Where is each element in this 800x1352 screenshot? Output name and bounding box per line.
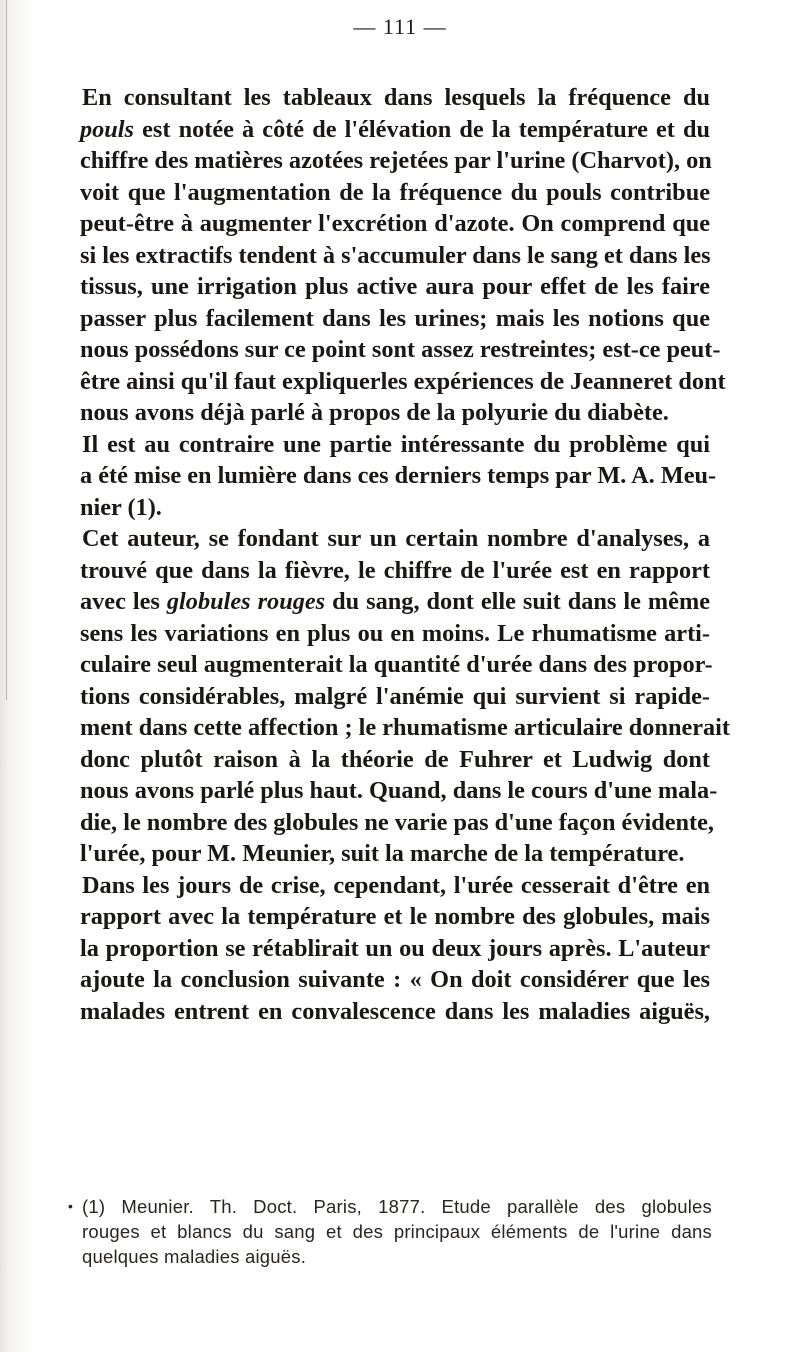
- text-line: sens les variations en plus ou en moins. Le rhumatisme arti-: [80, 619, 710, 647]
- text-line: [80, 586, 710, 618]
- text-line: a été mise en lumière dans ces derniers temps par M. A. Meu-: [80, 462, 717, 489]
- text-span: avec les: [80, 588, 167, 615]
- text-line: Il est au contraire une partie intéressante du problème qui: [82, 430, 710, 458]
- text-line: si les extractifs tendent à s'accumuler dans le sang et dans les: [80, 241, 711, 269]
- text-line: trouvé que dans la fièvre, le chiffre de l'urée est en rapport: [80, 556, 710, 584]
- paragraph-1: [80, 82, 726, 429]
- footnote-mark: •: [68, 1198, 74, 1214]
- text-line: ajoute la conclusion suivante : « On doit considérer que les: [80, 966, 710, 993]
- footnote: [68, 1194, 712, 1269]
- paragraph-4: [82, 870, 710, 1028]
- text-line: voit que l'augmentation de la fréquence du pouls contribue: [80, 178, 710, 206]
- text-line: chiffre des matières azotées rejetées par l'urine (Charvot), on: [80, 147, 712, 174]
- text-line: Dans les jours de crise, cependant, l'urée cesserait d'être en: [82, 871, 710, 899]
- text-line: passer plus facilement dans les urines; mais les notions que: [80, 304, 710, 332]
- text-line: [80, 114, 710, 146]
- page-number: — 111 —: [353, 14, 447, 39]
- text-line: rapport avec la température et le nombre des globules, mais: [80, 903, 710, 930]
- text-line: Cet auteur, se fondant sur un certain nombre d'analyses, a: [82, 525, 710, 552]
- italic-term: pouls: [80, 115, 135, 143]
- text-line: nous avons déjà parlé à propos de la polyurie du diabète.: [80, 399, 669, 426]
- footnote-line: rouges et blancs du sang et des principaux éléments de l'urine dans: [82, 1221, 712, 1242]
- text-line: l'urée, pour M. Meunier, suit la marche de la température.: [80, 840, 685, 867]
- footnote-line: quelques maladies aiguës.: [82, 1246, 307, 1267]
- text-line: nous possédons sur ce point sont assez restreintes; est-ce peut-: [80, 336, 721, 363]
- text-line: la proportion se rétablirait un ou deux jours après. L'auteur: [80, 934, 710, 962]
- italic-term: globules rouges: [166, 588, 326, 615]
- page-binding-line: [6, 0, 7, 700]
- footnote-line: (1) Meunier. Th. Doct. Paris, 1877. Etude parallèle des globules: [82, 1196, 712, 1217]
- text-line: ment dans cette affection ; le rhumatisme articulaire donnerait: [80, 714, 731, 741]
- text-line: donc plutôt raison à la théorie de Fuhrer et Ludwig dont: [80, 745, 710, 773]
- paragraph-3: [80, 523, 731, 870]
- text-line: tissus, une irrigation plus active aura pour effet de les faire: [80, 273, 710, 300]
- text-line: nier (1).: [80, 493, 162, 521]
- paragraph-2: [80, 429, 717, 524]
- text-line: culaire seul augmenterait la quantité d'urée dans des propor-: [80, 651, 713, 678]
- text-line: nous avons parlé plus haut. Quand, dans le cours d'une mala-: [80, 777, 718, 804]
- body-text: [80, 82, 731, 1027]
- text-span: du sang, dont elle suit dans le même: [325, 588, 710, 615]
- text-span: est notée à côté de l'élévation de la température et du: [134, 115, 710, 143]
- text-line: peut-être à augmenter l'excrétion d'azote. On comprend que: [80, 210, 710, 237]
- text-line: tions considérables, malgré l'anémie qui survient si rapide-: [80, 682, 710, 710]
- text-line: être ainsi qu'il faut expliquerles expériences de Jeanneret dont: [80, 367, 726, 395]
- text-line: die, le nombre des globules ne varie pas d'une façon évidente,: [80, 808, 714, 836]
- text-line: malades entrent en convalescence dans les maladies aiguës,: [80, 997, 710, 1025]
- text-line: En consultant les tableaux dans lesquels la fréquence du: [82, 84, 710, 111]
